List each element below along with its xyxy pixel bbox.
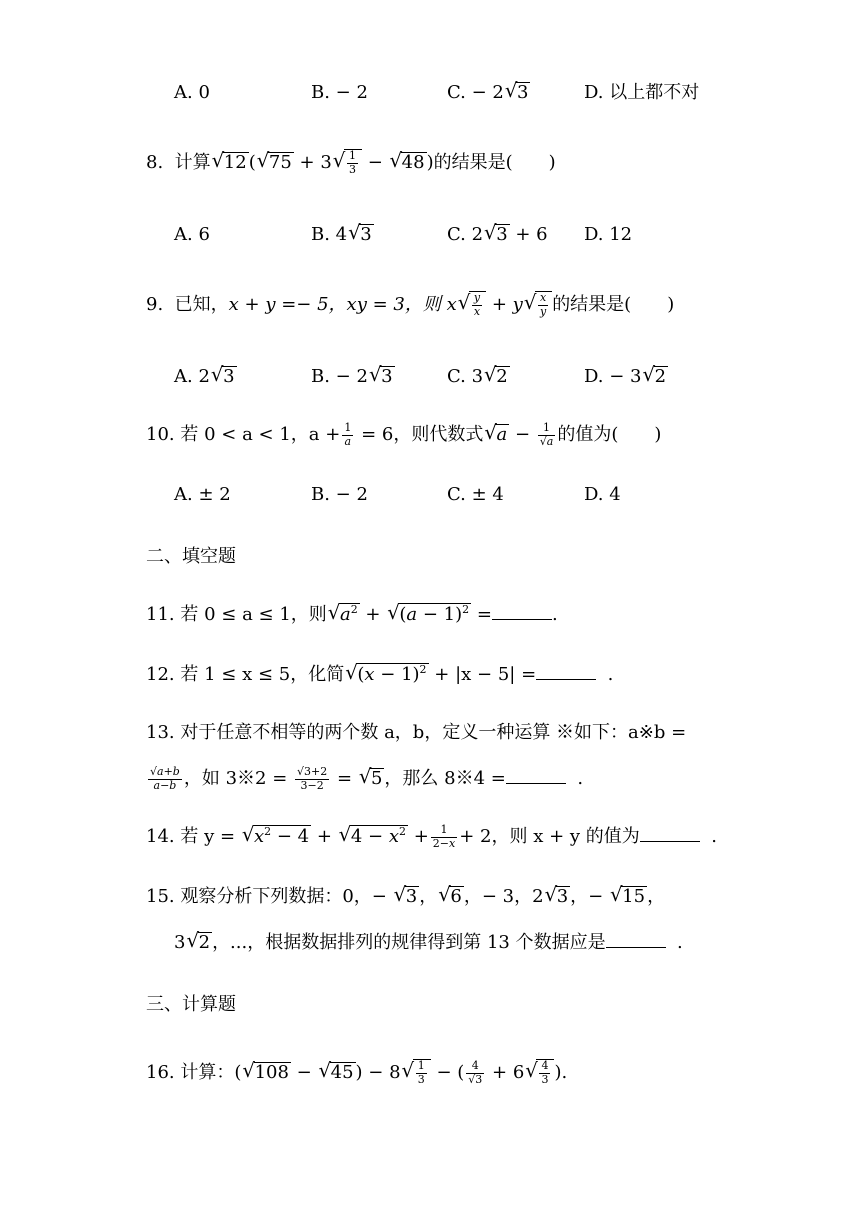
question-15-line-2: 3 √ 2 ，...，根据数据排列的规律得到第 13 个数据应是 . xyxy=(174,929,683,953)
q9-option-c: C. 3 √ 2 xyxy=(447,363,508,387)
question-9: 9. 已知，x + y =− 5，xy = 3，则 x √ $\frac{y}{x}$ + y √ $\frac{x}{y}$ 的结果是( ) xyxy=(146,290,675,318)
q10-option-c: C. ± 4 xyxy=(447,484,504,505)
question-13-line-1: 13. 对于任意不相等的两个数 a，b，定义一种运算 ※如下：a※b = xyxy=(146,722,687,743)
question-15-line-1: 15. 观察分析下列数据：0，− √ 3 ， √ 6 ，− 3，2 √ 3 ，− √ 15 ， xyxy=(146,883,666,907)
q8-option-d: D. 12 xyxy=(584,224,633,245)
q10-option-d: D. 4 xyxy=(584,484,621,505)
q8-option-c: C. 2 √ 3 + 6 xyxy=(447,221,548,245)
question-8: 8. 计算 √ 12 ( √ 75 + 3 √ $\frac{1}{3}$ − √ 48 )的结果是( ) xyxy=(146,148,556,176)
section-calculation-heading: 三、计算题 xyxy=(146,994,236,1015)
q7-option-b: B. − 2 xyxy=(311,82,368,103)
q7-option-a: A. 0 xyxy=(174,82,210,103)
question-12: 12. 若 1 ≤ x ≤ 5，化简 √ $(x - 1)^2 + |x - 5|$ = . xyxy=(146,661,614,685)
question-10: 10. 若 0 < a < 1，a + $\frac{1}{a}$ = 6，则代数式 √ a − $\frac{1}{√a}$ 的值为( ) xyxy=(146,420,662,448)
q9-option-b: B. − 2 √ 3 xyxy=(311,363,393,387)
q10-option-a: A. ± 2 xyxy=(174,484,231,505)
q8-option-b: B. 4 √ 3 xyxy=(311,221,372,245)
q7-option-d: D. 以上都不对 xyxy=(584,82,700,103)
question-11: 11. 若 0 ≤ a ≤ 1，则 √ $a^2$ + √ $(a - 1)^2$ = . xyxy=(146,601,558,625)
question-13-line-2: $\frac{√a+b}{a-b}$ ，如 3※2 = $\frac{√3+2}{3-2}$ = √ 5 ，那么 8※4 = . xyxy=(150,764,584,792)
q8-option-a: A. 6 xyxy=(174,224,210,245)
q10-option-b: B. − 2 xyxy=(311,484,368,505)
section-fill-in-heading: 二、填空题 xyxy=(146,546,236,567)
q7-option-c: C. − 2 √ 3 xyxy=(447,79,529,103)
q9-option-a: A. 2 √ 3 xyxy=(174,363,235,387)
q9-option-d: D. − 3 √ 2 xyxy=(584,363,667,387)
question-16: 16. 计算：( √ 108 − √ 45 ) − 8 √ $\frac{1}{3}$ − ( $\frac{4}{√3}$ + 6 √ $\frac{4}{3}$ ). xyxy=(146,1058,568,1086)
question-14: 14. 若 y = √ $x^2 - 4$ + √ $4 - x^2$ + $\frac{1}{2-x}$ + 2，则 x + y 的值为 . xyxy=(146,822,717,850)
